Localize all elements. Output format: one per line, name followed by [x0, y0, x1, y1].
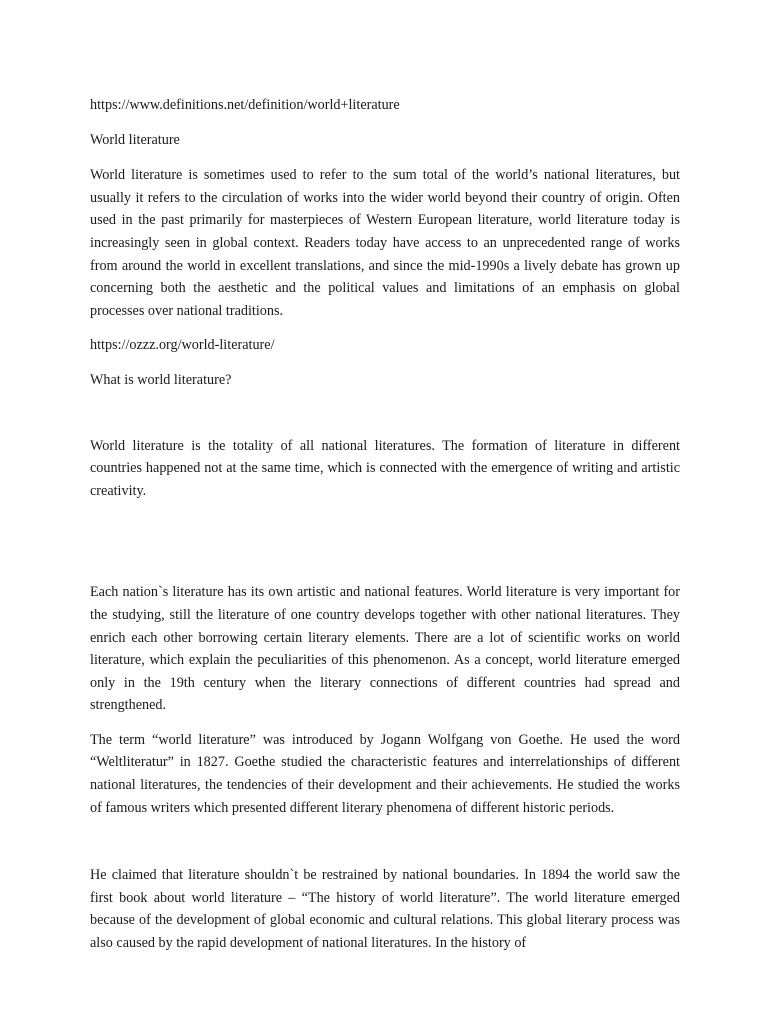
paragraph-national-features: Each nation`s literature has its own artistic and national features. World literature is very important for the studying, still the literature of one country develops together with other national literatures. They enrich each other borrowing certain literary elements. There are a lot of scientific works on world literature, which explain the peculiarities of this phenomenon. As a concept, world literature emerged only in the 19th century when the literary connections of different countries had spread and strengthened.	[90, 584, 680, 714]
section-heading-world-literature: World literature	[90, 131, 180, 148]
paragraph-definition: World literature is sometimes used to refer to the sum total of the world’s national literatures, but usually it refers to the circulation of works into the wider world beyond their country of origin. Often used in the past primarily for masterpieces of Western European literature, world literature today is increasingly seen in global context. Readers today have access to an unprecedented range of works from around the world in excellent translations, and since the mid-1990s a lively debate has grown up concerning both the aesthetic and the political values and limitations of an emphasis on global processes over national traditions.	[90, 167, 680, 319]
paragraph-goethe: The term “world literature” was introduced by Jogann Wolfgang von Goethe. He used the word “Weltliteratur” in 1827. Goethe studied the characteristic features and interrelationships of different national literatures, the tendencies of their development and their achievements. He studied the works of famous writers which presented different literary phenomena of different historic periods.	[90, 731, 680, 816]
source-url-ozzz: https://ozzz.org/world-literature/	[90, 337, 275, 354]
source-url-definitions: https://www.definitions.net/definition/world+literature	[90, 97, 400, 113]
paragraph-totality: World literature is the totality of all national literatures. The formation of literature in different countries happened not at the same time, which is connected with the emergence of writing and artistic creativity.	[90, 437, 680, 499]
section-heading-what-is: What is world literature?	[90, 371, 232, 388]
paragraph-boundaries: He claimed that literature shouldn`t be restrained by national boundaries. In 1894 the world saw the first book about world literature – “The history of world literature”. The world literature emerged because of the development of global economic and cultural relations. This global literary process was also caused by the rapid development of national literatures. In the history of	[90, 867, 680, 952]
